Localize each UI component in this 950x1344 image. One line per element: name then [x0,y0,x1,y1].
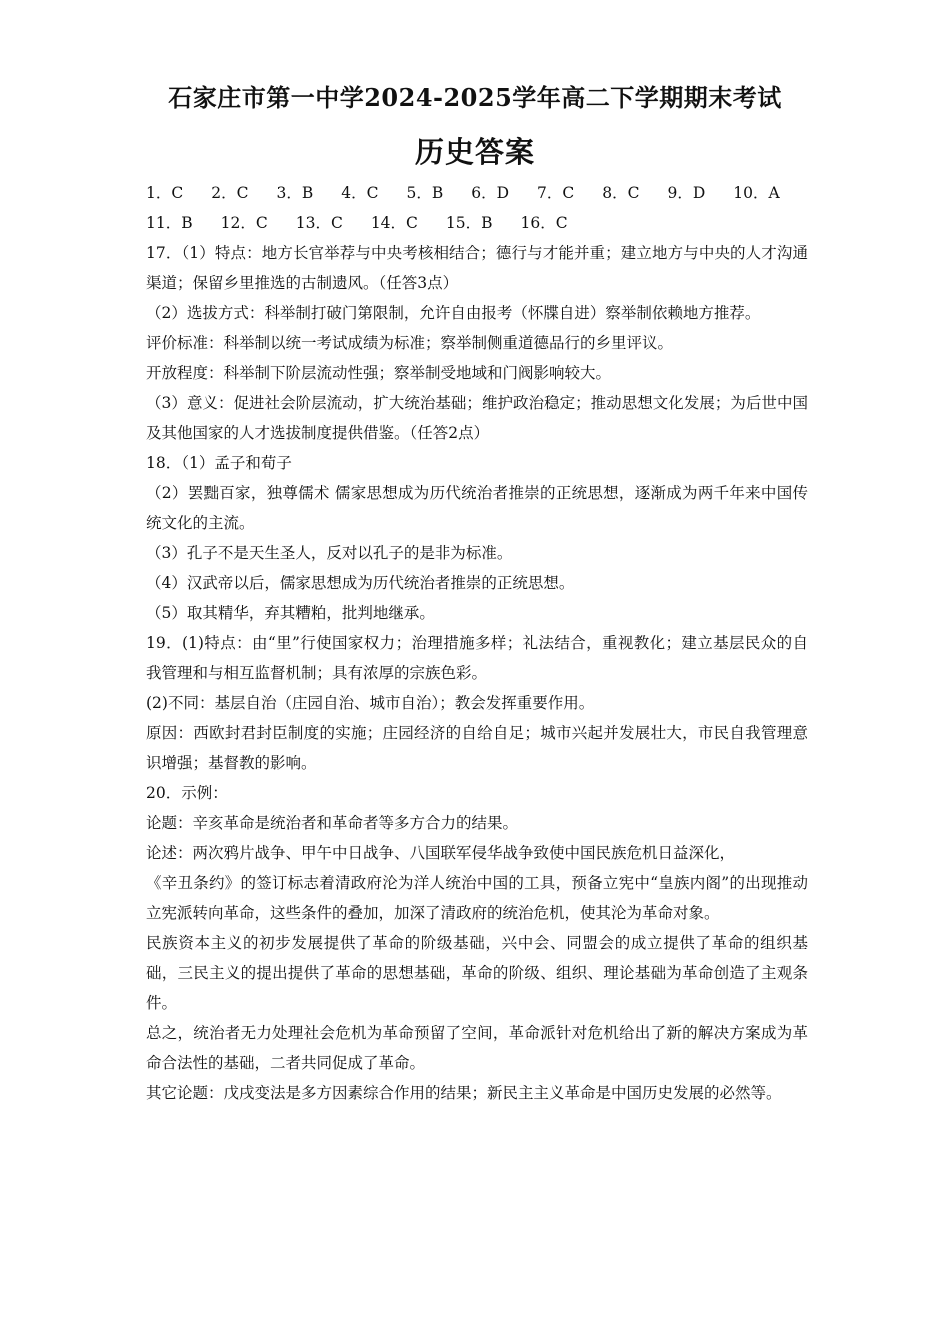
choice-answer: 14．C [370,214,418,232]
q20-argument-2: 《辛丑条约》的签订标志着清政府沦为洋人统治中国的工具，预备立宪中“皇族内阁”的出现推动立宪派转向革命，这些条件的叠加，加深了清政府的统治危机，使其沦为革命对象。 [146,874,808,922]
choice-answer: 7．C [537,184,575,202]
page-title: 石家庄市第一中学2024-2025学年高二下学期期末考试 [168,83,782,112]
choice-answer: 12．C [220,214,268,232]
q19-reasons: 原因：西欧封君封臣制度的实施；庄园经济的自给自足；城市兴起并发展壮大，市民自我管理意识增强；基督教的影响。 [146,724,808,772]
q20-thesis: 论题：辛亥革命是统治者和革命者等多方合力的结果。 [146,814,519,832]
q20-other-theses: 其它论题：戊戌变法是多方因素综合作用的结果；新民主主义革命是中国历史发展的必然等。 [146,1084,782,1102]
choice-answer: 6．D [471,184,510,202]
choice-answers-row-1 [146,178,808,208]
choice-answer: 3．B [276,184,314,202]
q18-part4: （4）汉武帝以后，儒家思想成为历代统治者推崇的正统思想。 [146,574,575,592]
choice-answer: 13．C [295,214,343,232]
page-subtitle: 历史答案 [414,135,535,169]
q20-argument-1: 论述：两次鸦片战争、甲午中日战争、八国联军侵华战争致使中国民族危机日益深化， [146,844,736,862]
q17-openness: 开放程度：科举制下阶层流动性强；察举制受地域和门阀影响较大。 [146,364,612,382]
choice-answer: 8．C [602,184,640,202]
choice-answer: 1．C [146,184,184,202]
q20-argument-3: 民族资本主义的初步发展提供了革命的阶级基础，兴中会、同盟会的成立提供了革命的组织基础，三民主义的提出提供了革命的思想基础，革命的阶级、组织、理论基础为革命创造了主观条件。 [146,934,808,1012]
choice-answer: 10．A [733,184,780,202]
choice-answer: 16．C [520,214,568,232]
q20-conclusion: 总之，统治者无力处理社会危机为革命预留了空间，革命派针对危机给出了新的解决方案成为革命合法性的基础，二者共同促成了革命。 [146,1024,808,1072]
choice-answer: 15．B [445,214,493,232]
choice-answers-row-2 [146,208,808,238]
q20-heading: 20．示例： [146,784,228,802]
q18-part3: （3）孔子不是天生圣人，反对以孔子的是非为标准。 [146,544,513,562]
choice-answer: 11．B [146,214,193,232]
q19-part1: 19．(1)特点：由“里”行使国家权力；治理措施多样；礼法结合，重视教化；建立基层民众的自我管理和与相互监督机制；具有浓厚的宗族色彩。 [146,634,808,682]
q18-part5: （5）取其精华，弃其糟粕，批判地继承。 [146,604,435,622]
q17-part3: （3）意义：促进社会阶层流动，扩大统治基础；维护政治稳定；推动思想文化发展；为后世中国及其他国家的人才选拔制度提供借鉴。（任答2点） [146,394,808,442]
q17-part1: 17．（1）特点：地方长官举荐与中央考核相结合；德行与才能并重；建立地方与中央的人才沟通渠道；保留乡里推选的古制遗风。（任答3点） [146,244,808,292]
choice-answer: 2．C [211,184,249,202]
q19-part2: (2)不同：基层自治（庄园自治、城市自治）；教会发挥重要作用。 [146,694,595,712]
q18-part2: （2）罢黜百家，独尊儒术 儒家思想成为历代统治者推崇的正统思想，逐渐成为两千年来中国传统文化的主流。 [146,484,808,532]
q17-criteria: 评价标准：科举制以统一考试成绩为标准；察举制侧重道德品行的乡里评议。 [146,334,674,352]
choice-answer: 9．D [667,184,706,202]
choice-answer: 5．B [406,184,444,202]
answer-content [146,178,808,1108]
q18-part1: 18．（1）孟子和荀子 [146,454,292,472]
q17-part2: （2）选拔方式：科举制打破门第限制，允许自由报考（怀牒自进）察举制依赖地方推荐。 [146,304,761,322]
choice-answer: 4．C [341,184,379,202]
